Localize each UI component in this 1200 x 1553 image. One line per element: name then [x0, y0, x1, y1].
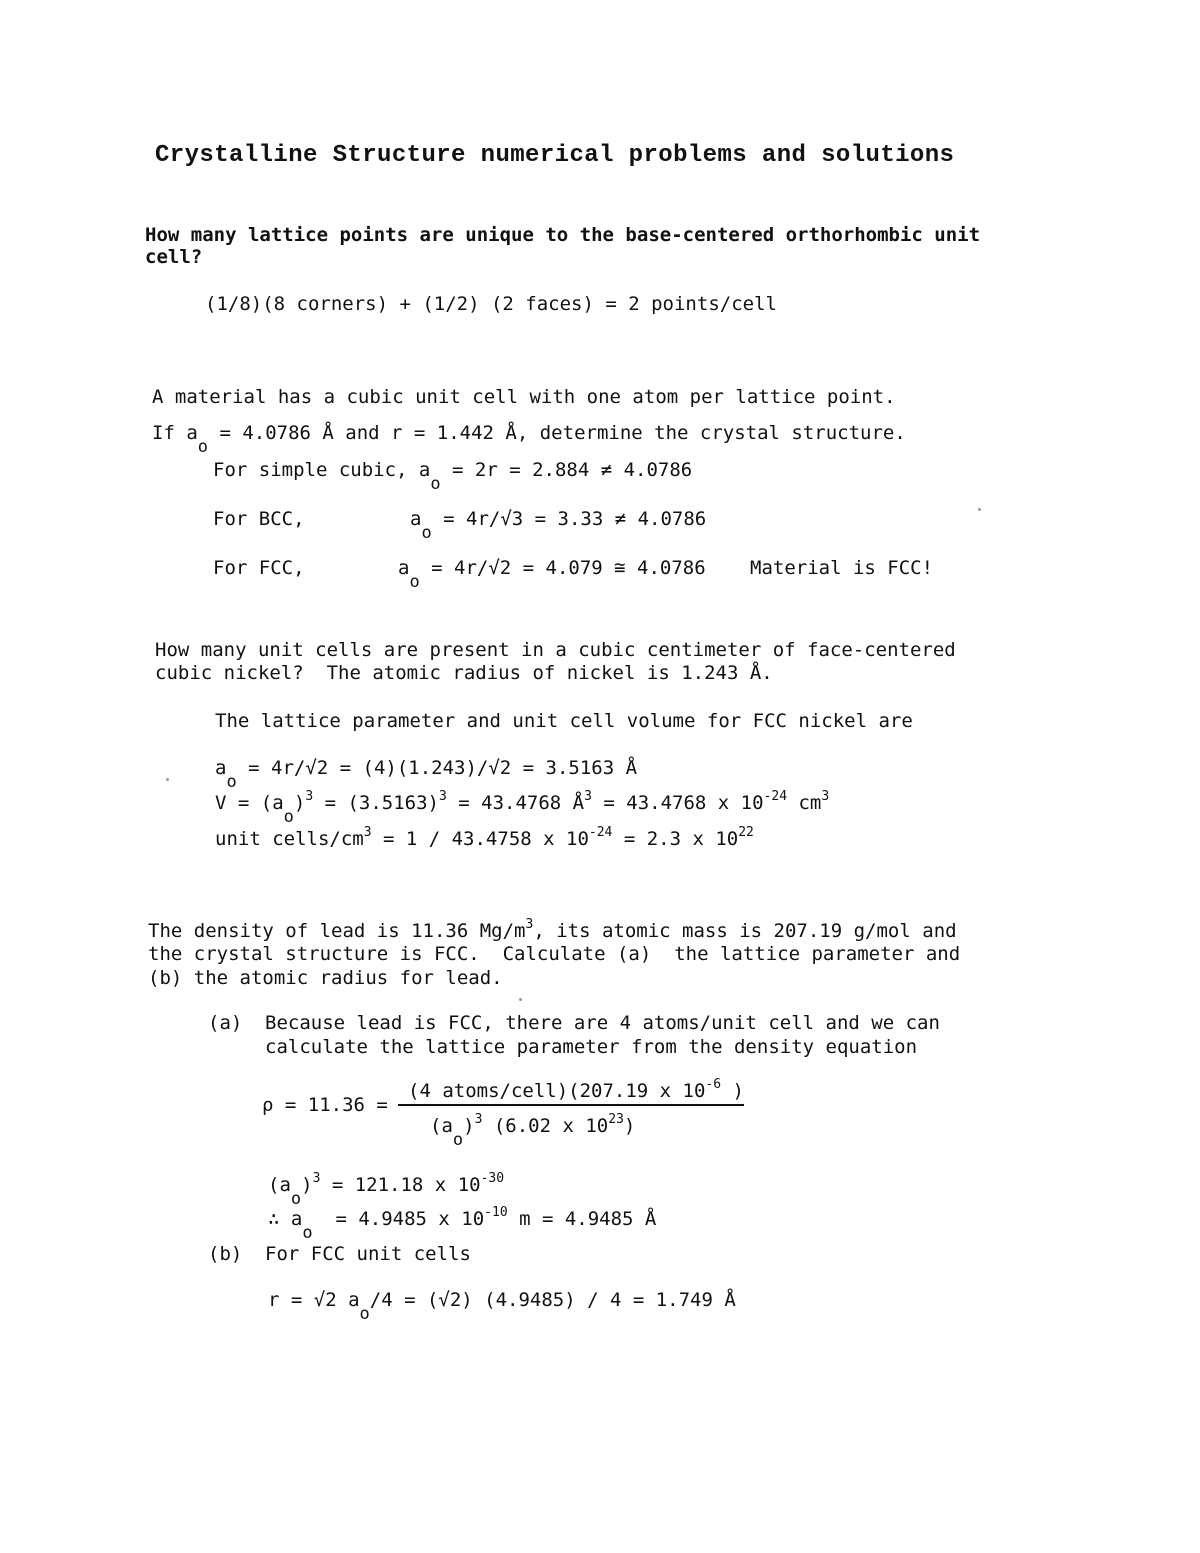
text-run: = 4.0786 Å and r = 1.442 Å, determine the crystal structure.	[208, 422, 906, 444]
text-run: )	[293, 792, 306, 814]
text-run: (a	[430, 1115, 453, 1137]
part-a-label: (a)	[208, 1012, 243, 1034]
text-run: = 4r/√3 = 3.33 ≠ 4.0786	[431, 508, 707, 530]
text-run: = 121.18 x 10	[320, 1174, 481, 1196]
density-numerator	[408, 1079, 744, 1106]
text-run: , its atomic mass is 207.19 g/mol and	[533, 920, 957, 942]
superscript: -30	[480, 1171, 505, 1186]
problem-1-question-line-2: cell?	[145, 246, 203, 268]
text-run: = 43.4768 Å	[446, 792, 585, 814]
superscript: 22	[738, 825, 754, 840]
text-run: /4 = (√2) (4.9485) / 4 = 1.749 Å	[369, 1289, 736, 1311]
superscript: 3	[474, 1112, 483, 1127]
unit-cells-equation	[215, 827, 754, 854]
superscript: -6	[705, 1077, 722, 1092]
volume-equation	[215, 789, 830, 827]
text-run: a	[215, 757, 227, 779]
text-run: )	[463, 1115, 475, 1137]
superscript: 3	[363, 825, 372, 840]
superscript: 3	[821, 789, 830, 804]
subscript: o	[359, 1304, 370, 1324]
page-title: Crystalline Structure numerical problems and solutions	[155, 142, 955, 169]
text-run: V = (a	[215, 792, 284, 814]
problem-4-question-line-3: (b) the atomic radius for lead.	[148, 967, 503, 989]
text-run: = 1 / 43.4758 x 10	[371, 828, 589, 850]
lattice-parameter-equation	[215, 756, 638, 792]
fcc-check	[398, 556, 706, 592]
problem-2-question-line-2	[152, 421, 906, 457]
text-run: a	[410, 508, 422, 530]
text-run: cm	[787, 792, 822, 814]
problem-3-intro: The lattice parameter and unit cell volume for FCC nickel are	[215, 710, 913, 732]
subscript: o	[283, 807, 294, 827]
problem-3-question-line-2: cubic nickel? The atomic radius of nickel is 1.243 Å.	[155, 662, 773, 684]
ao-result	[268, 1205, 657, 1243]
scan-speck	[519, 998, 522, 1001]
text-run: a	[398, 557, 410, 579]
subscript: o	[290, 1189, 302, 1209]
scan-speck	[978, 508, 981, 511]
text-run: = 4.9485 x 10	[312, 1208, 485, 1230]
density-lhs: ρ = 11.36 =	[262, 1094, 388, 1116]
subscript: o	[226, 772, 237, 792]
superscript: -24	[588, 825, 613, 840]
subscript: o	[302, 1223, 313, 1243]
text-run: )	[301, 1174, 313, 1196]
part-b-line: For FCC unit cells	[265, 1243, 471, 1265]
text-run: If a	[152, 422, 198, 444]
text-run: (6.02 x 10	[482, 1115, 609, 1137]
text-run: (4 atoms/cell)(207.19 x 10	[408, 1080, 706, 1102]
text-run: r = √2 a	[268, 1289, 360, 1311]
simple-cubic-check	[213, 458, 693, 494]
radius-result	[268, 1288, 736, 1324]
superscript: 3	[525, 917, 534, 932]
superscript: -10	[484, 1205, 508, 1220]
text-run: ∴ a	[268, 1208, 303, 1230]
text-run: The density of lead is 11.36 Mg/m	[148, 920, 526, 942]
ao-cubed-result	[268, 1171, 505, 1209]
text-run: m = 4.9485 Å	[507, 1208, 657, 1230]
part-b-label: (b)	[208, 1243, 243, 1265]
text-run: = 2.3 x 10	[612, 828, 739, 850]
superscript: 3	[305, 789, 314, 804]
text-run: )	[721, 1080, 744, 1102]
bcc-label: For BCC,	[213, 508, 305, 530]
text-run: unit cells/cm	[215, 828, 364, 850]
text-run: = 43.4768 x 10	[591, 792, 764, 814]
text-run: = 2r = 2.884 ≠ 4.0786	[440, 459, 693, 481]
superscript: 3	[312, 1171, 321, 1186]
superscript: 3	[584, 789, 592, 804]
bcc-check	[410, 507, 707, 543]
text-run: = (3.5163)	[313, 792, 440, 814]
fcc-label: For FCC,	[213, 557, 305, 579]
text-run: = 4r/√2 = (4)(1.243)/√2 = 3.5163 Å	[236, 757, 638, 779]
fcc-result: Material is FCC!	[750, 557, 934, 579]
text-run: For simple cubic, a	[213, 459, 431, 481]
density-denominator	[430, 1112, 636, 1150]
problem-1-question-line-1: How many lattice points are unique to the base-centered orthorhombic unit	[145, 224, 981, 246]
superscript: 3	[439, 789, 447, 804]
part-a-line-1: Because lead is FCC, there are 4 atoms/unit cell and we can	[265, 1012, 940, 1034]
problem-4-question-line-2: the crystal structure is FCC. Calculate (a) the lattice parameter and	[148, 943, 961, 965]
text-run: = 4r/√2 = 4.079 ≅ 4.0786	[419, 557, 706, 579]
subscript: o	[421, 523, 432, 543]
problem-3-question-line-1: How many unit cells are present in a cubic centimeter of face-centered	[155, 639, 956, 661]
part-a-line-2: calculate the lattice parameter from the density equation	[265, 1036, 918, 1058]
subscript: o	[197, 437, 209, 457]
subscript: o	[430, 474, 441, 494]
scan-speck	[166, 778, 169, 781]
problem-2-question-line-1: A material has a cubic unit cell with one atom per lattice point.	[152, 386, 896, 408]
subscript: o	[409, 572, 420, 592]
superscript: -24	[763, 789, 788, 804]
text-run: (a	[268, 1174, 291, 1196]
text-run: )	[623, 1115, 636, 1137]
problem-1-answer: (1/8)(8 corners) + (1/2) (2 faces) = 2 points/cell	[205, 293, 777, 315]
superscript: 23	[608, 1112, 624, 1127]
fraction-bar	[398, 1104, 744, 1106]
subscript: o	[452, 1130, 464, 1150]
